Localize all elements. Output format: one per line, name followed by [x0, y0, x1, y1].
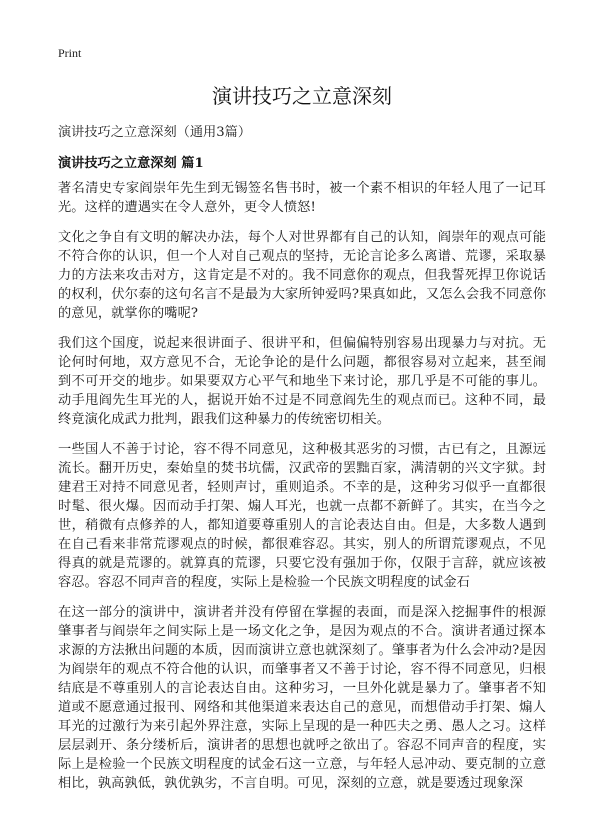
paragraph: 在这一部分的演讲中，演讲者并没有停留在掌握的表面，而是深入挖掘事件的根源肇事者与阎崇年之间实际上是一场文化之争，是因为观点的不合。演讲者通过探本求源的方法揪出问题的本质，因而演讲立意也就深刻了。肇事者为什么会冲动?是因为阎崇年的观点不符合他的认识，而肇事者又不善于讨论，容不得不同意见，归根结底是不尊重别人的言论表达自由。这种劣习，一旦外化就是暴力了。肇事者不知道或不愿意通过报刊、网络和其他渠道来表达自己的意见，而想借动手打架、煽人耳光的过激行为来引起外界注意，实际上呈现的是一种匹夫之勇、愚人之习。这样层层剥开、条分缕析后，演讲者的思想也就呼之欲出了。容忍不同声音的程度，实际上是检验一个民族文明程度的试金石这一立意，与年轻人忌冲动、要克制的立意相比，孰高孰低，孰优孰劣，不言自明。可见，深刻的立意，就是要透过现象深: [58, 605, 546, 791]
article-body: [58, 179, 546, 804]
document-subtitle: 演讲技巧之立意深刻（通用3篇）: [58, 125, 252, 140]
paragraph: 我们这个国度，说起来很讲面子、很讲平和，但偏偏特别容易出现暴力与对抗。无论何时何地，双方意见不合，无论争论的是什么问题，都很容易对立起来，甚至闹到不可开交的地步。如果要双方心平气和地坐下来讨论，那几乎是不可能的事儿。动手甩阎先生耳光的人，据说开始不过是不同意阎先生的观点而已。这种不同，最终竟演化成武力批判，跟我们这种暴力的传统密切相关。: [58, 336, 546, 427]
paragraph: 文化之争自有文明的解决办法，每个人对世界都有自己的认知，阎崇年的观点可能不符合你的认识，但一个人对自己观点的坚持，无论言论多么离谱、荒谬，采取暴力的方法来攻击对方，这肯定是不对的。我不同意你的观点，但我誓死捍卫你说话的权利，伏尔泰的这句名言不是最为大家所钟爱吗?果真如此，又怎么会我不同意你的意见，就掌你的嘴呢?: [58, 230, 546, 321]
section-heading: 演讲技巧之立意深刻 篇1: [58, 156, 204, 171]
paragraph: 一些国人不善于讨论，容不得不同意见，这种极其恶劣的习惯，古已有之，且源远流长。翻开历史，秦始皇的焚书坑儒，汉武帝的罢黜百家，满清朝的兴文字狱。封建君王对持不同意见者，轻则声讨，重则追杀。不幸的是，这种劣习似乎一直都很时髦、很火爆。因而动手打架、煽人耳光，也就一点都不新鲜了。其实，在当今之世，稍微有点修养的人，都知道要尊重别人的言论表达自由。但是，大多数人遇到在自己看来非常荒谬观点的时候，都很难容忍。其实，别人的所谓荒谬观点，不见得真的就是荒谬的。就算真的荒谬，只要它没有强加于你，仅限于言辞，就应该被容忍。容忍不同声音的程度，实际上是检验一个民族文明程度的试金石: [58, 442, 546, 590]
print-link[interactable]: Print: [58, 46, 82, 60]
paragraph: 著名清史专家阎崇年先生到无锡签名售书时，被一个素不相识的年轻人甩了一记耳光。这样的遭遇实在令人意外，更令人愤怒!: [58, 181, 546, 215]
page-title: 演讲技巧之立意深刻: [212, 84, 392, 108]
